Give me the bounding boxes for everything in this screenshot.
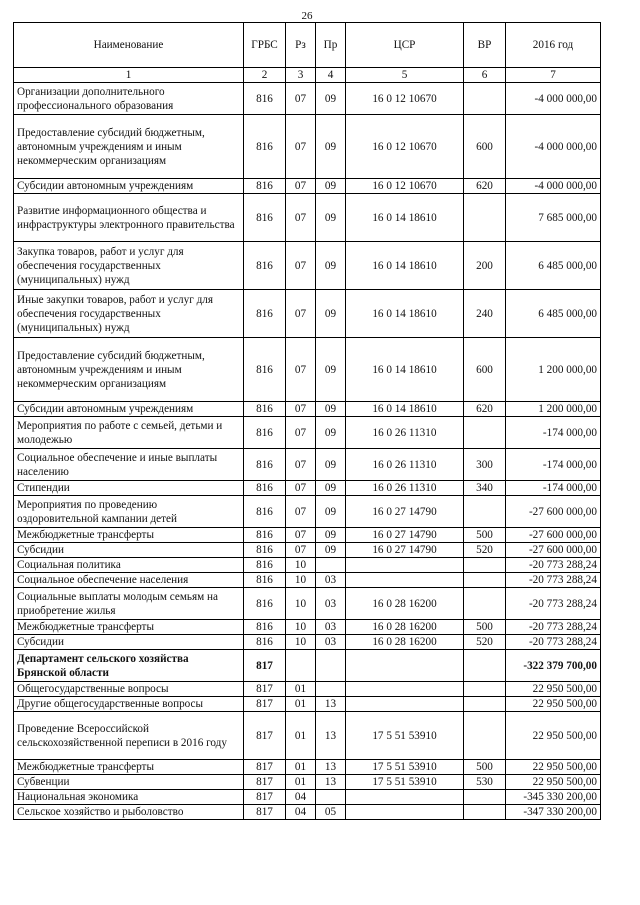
cell-rz: 07 xyxy=(286,115,316,179)
cell-pr: 03 xyxy=(316,588,346,620)
cell-rz: 07 xyxy=(286,528,316,543)
cell-name: Межбюджетные трансферты xyxy=(14,620,244,635)
cell-name: Межбюджетные трансферты xyxy=(14,528,244,543)
cell-grbs: 816 xyxy=(244,402,286,417)
cell-rz xyxy=(286,650,316,682)
cell-pr: 09 xyxy=(316,242,346,290)
cell-grbs: 816 xyxy=(244,83,286,115)
cell-pr: 09 xyxy=(316,449,346,481)
cell-vr: 600 xyxy=(464,338,506,402)
cell-vr xyxy=(464,83,506,115)
header-vr: ВР xyxy=(464,23,506,68)
cell-rz: 04 xyxy=(286,805,316,820)
header-rz: Рз xyxy=(286,23,316,68)
cell-csr: 16 0 12 10670 xyxy=(346,83,464,115)
cell-grbs: 816 xyxy=(244,543,286,558)
cell-grbs: 816 xyxy=(244,338,286,402)
cell-rz: 07 xyxy=(286,338,316,402)
cell-name: Общегосударственные вопросы xyxy=(14,682,244,697)
cell-name: Развитие информационного общества и инфраструктуры электронного правительства xyxy=(14,194,244,242)
table-row xyxy=(14,558,601,573)
cell-amount: -4 000 000,00 xyxy=(506,179,601,194)
cell-name: Предоставление субсидий бюджетным, автономным учреждениям и иным некоммерческим организациям xyxy=(14,338,244,402)
cell-vr: 240 xyxy=(464,290,506,338)
cell-csr: 16 0 14 18610 xyxy=(346,194,464,242)
header-pr: Пр xyxy=(316,23,346,68)
table-row xyxy=(14,290,601,338)
table-row xyxy=(14,805,601,820)
cell-grbs: 816 xyxy=(244,179,286,194)
cell-vr: 500 xyxy=(464,620,506,635)
cell-amount: 1 200 000,00 xyxy=(506,338,601,402)
cell-amount: -4 000 000,00 xyxy=(506,115,601,179)
cell-rz: 07 xyxy=(286,194,316,242)
table-row xyxy=(14,775,601,790)
cell-pr: 05 xyxy=(316,805,346,820)
table-row xyxy=(14,481,601,496)
cell-amount: -345 330 200,00 xyxy=(506,790,601,805)
cell-vr: 530 xyxy=(464,775,506,790)
cell-csr xyxy=(346,805,464,820)
cell-vr xyxy=(464,682,506,697)
cell-rz: 10 xyxy=(286,620,316,635)
cell-vr xyxy=(464,790,506,805)
cell-vr xyxy=(464,194,506,242)
cell-csr: 17 5 51 53910 xyxy=(346,775,464,790)
cell-amount: -20 773 288,24 xyxy=(506,558,601,573)
cell-name: Субсидии автономным учреждениям xyxy=(14,402,244,417)
cell-amount: 7 685 000,00 xyxy=(506,194,601,242)
cell-csr: 16 0 14 18610 xyxy=(346,402,464,417)
cell-csr: 16 0 28 16200 xyxy=(346,588,464,620)
cell-pr: 09 xyxy=(316,543,346,558)
cell-grbs: 816 xyxy=(244,588,286,620)
table-row xyxy=(14,338,601,402)
cell-rz: 10 xyxy=(286,558,316,573)
cell-rz: 10 xyxy=(286,573,316,588)
table-row xyxy=(14,179,601,194)
table-row xyxy=(14,528,601,543)
header-row xyxy=(14,23,601,68)
cell-pr xyxy=(316,650,346,682)
cell-vr: 340 xyxy=(464,481,506,496)
cell-amount: -322 379 700,00 xyxy=(506,650,601,682)
cell-csr: 16 0 12 10670 xyxy=(346,115,464,179)
cell-vr xyxy=(464,417,506,449)
cell-pr xyxy=(316,790,346,805)
cell-amount: -27 600 000,00 xyxy=(506,528,601,543)
cell-grbs: 816 xyxy=(244,558,286,573)
cell-csr: 16 0 27 14790 xyxy=(346,496,464,528)
cell-grbs: 817 xyxy=(244,682,286,697)
cell-csr xyxy=(346,697,464,712)
cell-pr: 03 xyxy=(316,620,346,635)
cell-rz: 01 xyxy=(286,697,316,712)
table-row xyxy=(14,573,601,588)
table-row xyxy=(14,402,601,417)
cell-amount: -20 773 288,24 xyxy=(506,620,601,635)
cell-amount: -27 600 000,00 xyxy=(506,496,601,528)
cell-name: Предоставление субсидий бюджетным, автономным учреждениям и иным некоммерческим организациям xyxy=(14,115,244,179)
cell-amount: -174 000,00 xyxy=(506,417,601,449)
cell-csr: 16 0 28 16200 xyxy=(346,635,464,650)
cell-name: Межбюджетные трансферты xyxy=(14,760,244,775)
table-row xyxy=(14,115,601,179)
cell-amount: 22 950 500,00 xyxy=(506,775,601,790)
column-number-row xyxy=(14,68,601,83)
cell-vr xyxy=(464,496,506,528)
cell-name: Национальная экономика xyxy=(14,790,244,805)
cell-vr xyxy=(464,588,506,620)
cell-rz: 07 xyxy=(286,417,316,449)
table-row xyxy=(14,543,601,558)
table-row xyxy=(14,712,601,760)
cell-rz: 01 xyxy=(286,712,316,760)
cell-pr: 13 xyxy=(316,760,346,775)
table-row xyxy=(14,588,601,620)
cell-name: Социальные выплаты молодым семьям на приобретение жилья xyxy=(14,588,244,620)
cell-vr: 600 xyxy=(464,115,506,179)
cell-grbs: 817 xyxy=(244,760,286,775)
cell-amount: -20 773 288,24 xyxy=(506,635,601,650)
cell-name: Субвенции xyxy=(14,775,244,790)
cell-pr: 09 xyxy=(316,528,346,543)
cell-name: Организации дополнительного профессионального образования xyxy=(14,83,244,115)
cell-grbs: 816 xyxy=(244,620,286,635)
cell-grbs: 816 xyxy=(244,528,286,543)
cell-name: Субсидии xyxy=(14,635,244,650)
cell-grbs: 816 xyxy=(244,481,286,496)
table-row xyxy=(14,682,601,697)
table-row xyxy=(14,242,601,290)
cell-grbs: 817 xyxy=(244,712,286,760)
cell-amount: 22 950 500,00 xyxy=(506,697,601,712)
cell-vr xyxy=(464,650,506,682)
cell-vr: 300 xyxy=(464,449,506,481)
cell-amount: 22 950 500,00 xyxy=(506,712,601,760)
cell-pr: 09 xyxy=(316,194,346,242)
cell-vr: 620 xyxy=(464,402,506,417)
cell-amount: -20 773 288,24 xyxy=(506,588,601,620)
cell-csr: 17 5 51 53910 xyxy=(346,760,464,775)
cell-amount: -174 000,00 xyxy=(506,449,601,481)
cell-amount: 22 950 500,00 xyxy=(506,682,601,697)
cell-vr: 500 xyxy=(464,760,506,775)
table-row xyxy=(14,83,601,115)
cell-rz: 01 xyxy=(286,760,316,775)
cell-amount: -27 600 000,00 xyxy=(506,543,601,558)
column-number: 4 xyxy=(316,68,346,83)
cell-csr: 16 0 27 14790 xyxy=(346,543,464,558)
header-name: Наименование xyxy=(14,23,244,68)
cell-pr: 09 xyxy=(316,417,346,449)
column-number: 2 xyxy=(244,68,286,83)
cell-vr xyxy=(464,558,506,573)
table-row xyxy=(14,760,601,775)
cell-grbs: 816 xyxy=(244,635,286,650)
column-number: 3 xyxy=(286,68,316,83)
table-row xyxy=(14,449,601,481)
cell-grbs: 817 xyxy=(244,775,286,790)
cell-csr: 16 0 26 11310 xyxy=(346,449,464,481)
table-row xyxy=(14,194,601,242)
table-row xyxy=(14,417,601,449)
cell-grbs: 816 xyxy=(244,242,286,290)
cell-amount: 1 200 000,00 xyxy=(506,402,601,417)
cell-name: Социальная политика xyxy=(14,558,244,573)
cell-rz: 01 xyxy=(286,682,316,697)
header-grbs: ГРБС xyxy=(244,23,286,68)
cell-grbs: 816 xyxy=(244,290,286,338)
cell-grbs: 816 xyxy=(244,194,286,242)
cell-vr: 520 xyxy=(464,635,506,650)
cell-pr xyxy=(316,558,346,573)
cell-vr: 200 xyxy=(464,242,506,290)
cell-name: Субсидии xyxy=(14,543,244,558)
cell-csr: 16 0 14 18610 xyxy=(346,338,464,402)
page-number: 26 xyxy=(301,10,313,22)
cell-pr: 09 xyxy=(316,179,346,194)
header-csr: ЦСР xyxy=(346,23,464,68)
cell-csr: 16 0 28 16200 xyxy=(346,620,464,635)
cell-vr: 620 xyxy=(464,179,506,194)
column-number: 5 xyxy=(346,68,464,83)
cell-csr: 16 0 12 10670 xyxy=(346,179,464,194)
cell-pr: 13 xyxy=(316,775,346,790)
column-number: 7 xyxy=(506,68,601,83)
cell-amount: -4 000 000,00 xyxy=(506,83,601,115)
cell-pr: 09 xyxy=(316,83,346,115)
cell-csr: 16 0 27 14790 xyxy=(346,528,464,543)
table-row xyxy=(14,620,601,635)
cell-rz: 04 xyxy=(286,790,316,805)
cell-name: Социальное обеспечение и иные выплаты населению xyxy=(14,449,244,481)
cell-name: Департамент сельского хозяйства Брянской области xyxy=(14,650,244,682)
cell-grbs: 816 xyxy=(244,496,286,528)
cell-amount: -174 000,00 xyxy=(506,481,601,496)
cell-rz: 07 xyxy=(286,402,316,417)
cell-pr: 09 xyxy=(316,481,346,496)
header-year: 2016 год xyxy=(506,23,601,68)
cell-grbs: 817 xyxy=(244,650,286,682)
cell-name: Сельское хозяйство и рыболовство xyxy=(14,805,244,820)
cell-rz: 07 xyxy=(286,543,316,558)
cell-rz: 01 xyxy=(286,775,316,790)
cell-vr xyxy=(464,697,506,712)
cell-csr: 17 5 51 53910 xyxy=(346,712,464,760)
cell-rz: 10 xyxy=(286,635,316,650)
cell-pr: 09 xyxy=(316,115,346,179)
cell-rz: 07 xyxy=(286,481,316,496)
cell-rz: 10 xyxy=(286,588,316,620)
cell-amount: 22 950 500,00 xyxy=(506,760,601,775)
table-row xyxy=(14,697,601,712)
table-row xyxy=(14,790,601,805)
cell-amount: 6 485 000,00 xyxy=(506,242,601,290)
cell-csr xyxy=(346,682,464,697)
cell-grbs: 816 xyxy=(244,449,286,481)
cell-pr: 03 xyxy=(316,635,346,650)
cell-rz: 07 xyxy=(286,179,316,194)
cell-name: Субсидии автономным учреждениям xyxy=(14,179,244,194)
cell-grbs: 817 xyxy=(244,790,286,805)
cell-vr xyxy=(464,805,506,820)
cell-pr: 09 xyxy=(316,496,346,528)
cell-rz: 07 xyxy=(286,449,316,481)
cell-csr: 16 0 14 18610 xyxy=(346,242,464,290)
cell-name: Другие общегосударственные вопросы xyxy=(14,697,244,712)
cell-vr: 500 xyxy=(464,528,506,543)
column-number: 1 xyxy=(14,68,244,83)
cell-vr xyxy=(464,573,506,588)
cell-amount: -347 330 200,00 xyxy=(506,805,601,820)
cell-name: Стипендии xyxy=(14,481,244,496)
cell-vr: 520 xyxy=(464,543,506,558)
cell-csr: 16 0 26 11310 xyxy=(346,417,464,449)
cell-pr: 09 xyxy=(316,290,346,338)
cell-rz: 07 xyxy=(286,83,316,115)
cell-grbs: 816 xyxy=(244,115,286,179)
cell-name: Мероприятия по работе с семьей, детьми и молодежью xyxy=(14,417,244,449)
cell-rz: 07 xyxy=(286,290,316,338)
cell-csr: 16 0 14 18610 xyxy=(346,290,464,338)
cell-grbs: 816 xyxy=(244,573,286,588)
cell-name: Мероприятия по проведению оздоровительной кампании детей xyxy=(14,496,244,528)
budget-table xyxy=(13,22,601,820)
table-row xyxy=(14,635,601,650)
cell-amount: -20 773 288,24 xyxy=(506,573,601,588)
cell-rz: 07 xyxy=(286,242,316,290)
cell-amount: 6 485 000,00 xyxy=(506,290,601,338)
cell-csr xyxy=(346,573,464,588)
cell-name: Иные закупки товаров, работ и услуг для обеспечения государственных (муниципальных) нужд xyxy=(14,290,244,338)
cell-csr xyxy=(346,558,464,573)
cell-pr: 13 xyxy=(316,712,346,760)
cell-grbs: 816 xyxy=(244,417,286,449)
cell-rz: 07 xyxy=(286,496,316,528)
cell-grbs: 817 xyxy=(244,697,286,712)
cell-pr: 13 xyxy=(316,697,346,712)
cell-csr xyxy=(346,790,464,805)
cell-vr xyxy=(464,712,506,760)
table-row xyxy=(14,496,601,528)
table-row xyxy=(14,650,601,682)
column-number: 6 xyxy=(464,68,506,83)
cell-csr: 16 0 26 11310 xyxy=(346,481,464,496)
table-body xyxy=(14,83,601,820)
cell-name: Проведение Всероссийской сельскохозяйственной переписи в 2016 году xyxy=(14,712,244,760)
cell-grbs: 817 xyxy=(244,805,286,820)
cell-pr xyxy=(316,682,346,697)
cell-pr: 03 xyxy=(316,573,346,588)
cell-name: Социальное обеспечение населения xyxy=(14,573,244,588)
cell-csr xyxy=(346,650,464,682)
cell-name: Закупка товаров, работ и услуг для обеспечения государственных (муниципальных) нужд xyxy=(14,242,244,290)
cell-pr: 09 xyxy=(316,402,346,417)
cell-pr: 09 xyxy=(316,338,346,402)
